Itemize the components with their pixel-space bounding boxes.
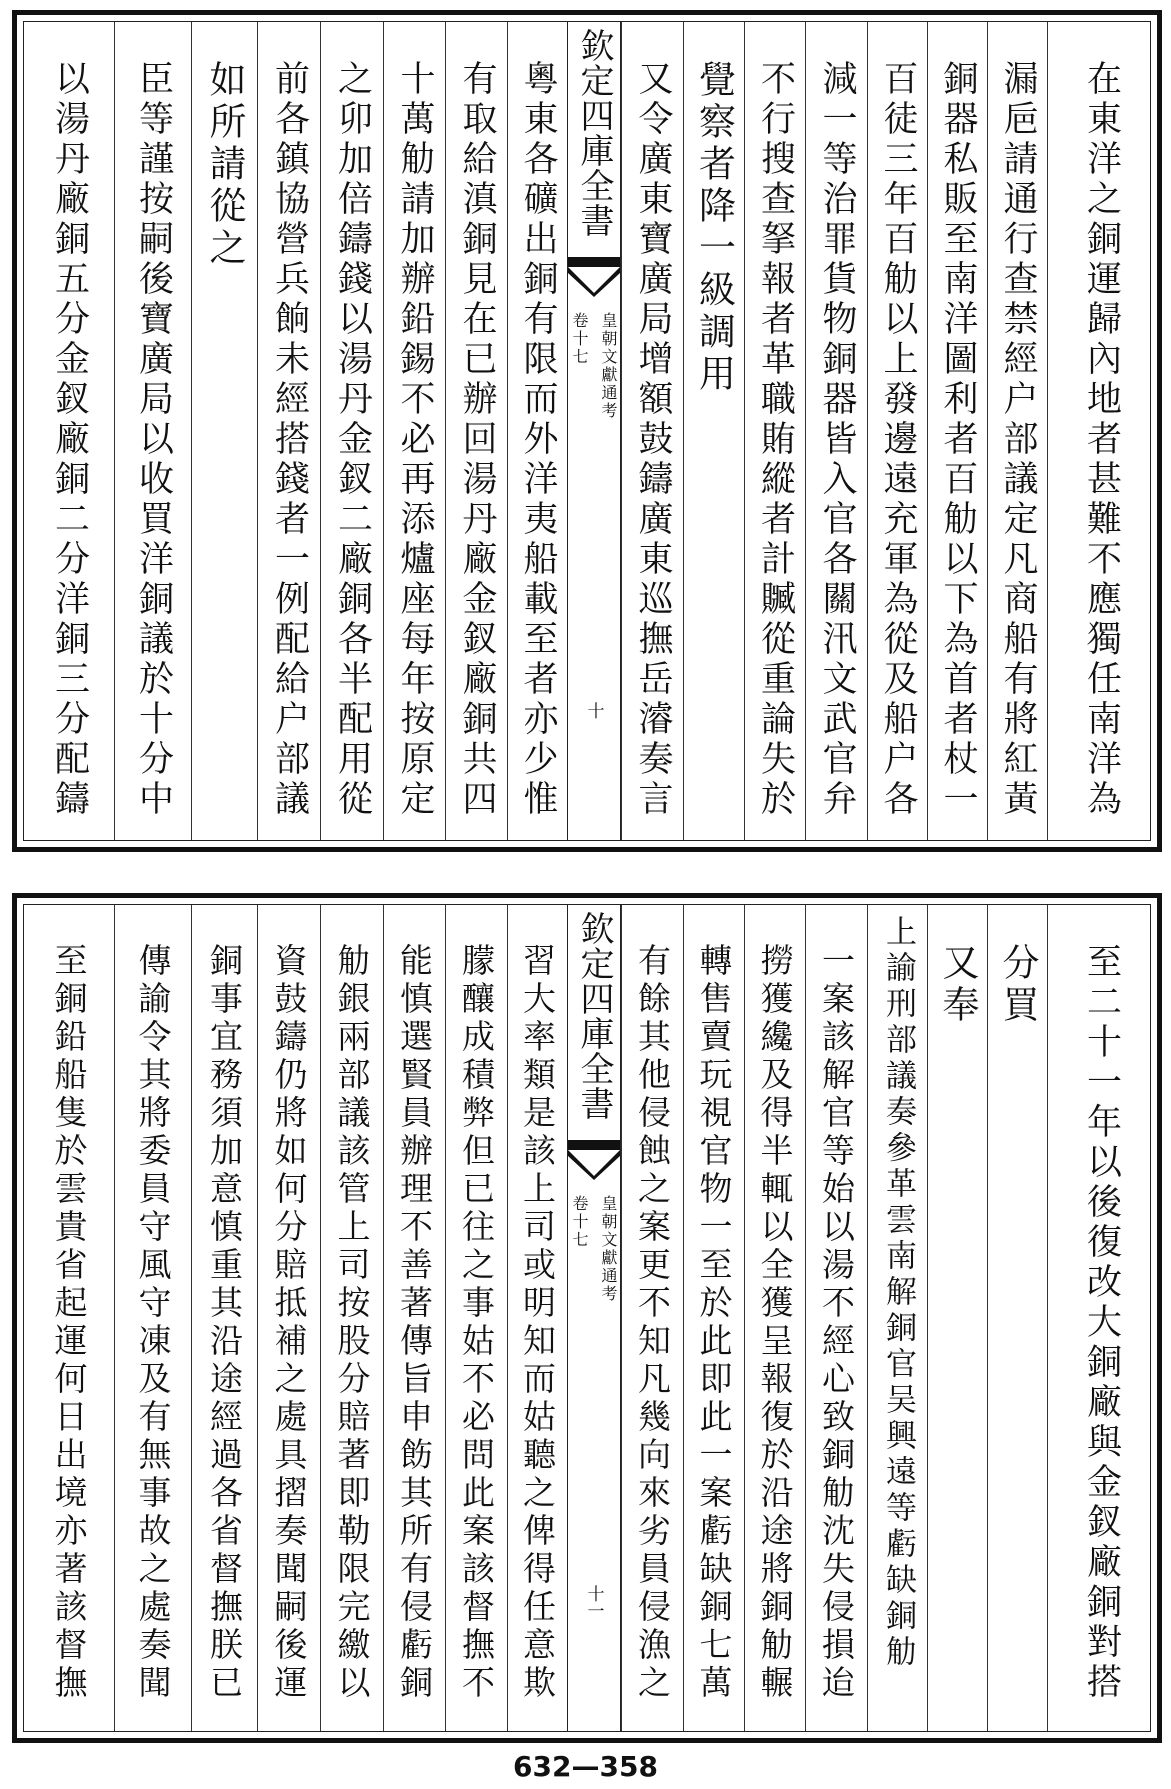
text-column (927, 905, 987, 1731)
column-text: 一案該解官等始以湯不經心致銅觔沈失侵損迨 (817, 943, 856, 1703)
column-text: 銅事宜務須加意慎重其沿途經過各省督撫朕已 (205, 943, 244, 1703)
center-subtitle (568, 312, 620, 420)
column-text: 百徒三年百觔以上發邊遠充軍為從及船户各 (878, 60, 918, 820)
text-column (927, 22, 987, 840)
text-column (683, 22, 744, 840)
text-column (383, 22, 445, 840)
column-text: 銅器私販至南洋圖利者百觔以下為首者杖一 (938, 60, 978, 820)
bottom-page-columns (24, 905, 1150, 1731)
column-text: 十萬觔請加辦鉛錫不必再添爐座每年按原定 (395, 60, 435, 820)
column-text: 之卯加倍鑄錢以湯丹金釵二廠銅各半配用從 (332, 60, 373, 820)
text-column (1047, 905, 1154, 1731)
column-text: 習大率類是該上司或明知而姑聽之俾得任意欺 (518, 943, 557, 1703)
page-number: 632—358 (513, 1750, 658, 1783)
center-strip (567, 905, 621, 1731)
text-column (24, 22, 114, 840)
column-text: 在東洋之銅運歸內地者甚難不應獨任南洋為 (1081, 60, 1122, 820)
text-column (114, 905, 191, 1731)
column-text: 不行搜查拏報者革職賄縱者計贓從重論失於 (755, 60, 796, 820)
text-column (621, 905, 683, 1731)
top-page (12, 10, 1162, 852)
top-page-frame (23, 21, 1151, 841)
volume-label: 卷十七 (570, 1195, 589, 1249)
column-text: 如所請從之 (203, 60, 246, 270)
book-title: 欽定四庫全書 (574, 28, 614, 238)
work-title: 皇朝文獻通考 (599, 1195, 618, 1303)
center-subtitle (568, 1195, 620, 1303)
text-column (191, 905, 257, 1731)
column-text: 至銅鉛船隻於雲貴省起運何日出境亦著該督撫 (49, 943, 89, 1703)
column-text: 上諭刑部議奏參革雲南解銅官吴興遠等虧缺銅觔 (880, 915, 916, 1671)
column-text: 有取給滇銅見在已辦回湯丹廠金釵廠銅共四 (457, 60, 497, 820)
column-text: 轉售賣玩視官物一至於此即此一案虧缺銅七萬 (694, 943, 734, 1703)
center-strip (567, 22, 621, 840)
text-column (191, 22, 257, 840)
text-column (257, 905, 320, 1731)
text-column (683, 905, 744, 1731)
column-text: 又令廣東寶廣局增額鼓鑄廣東巡撫岳濬奏言 (633, 60, 673, 820)
fish-tail-ornament (568, 257, 620, 297)
text-column (320, 22, 383, 840)
text-column (621, 22, 683, 840)
column-text: 朦釀成積弊但已往之事姑不必問此案該督撫不 (457, 943, 496, 1703)
text-column (805, 905, 867, 1731)
column-text: 至二十一年以後復改大銅廠與金釵廠銅對搭 (1081, 943, 1122, 1703)
column-text: 觔銀兩部議該管上司按股分賠著即勒限完繳以 (332, 943, 372, 1703)
text-column (867, 22, 927, 840)
leaf-number: 十一 (583, 1585, 604, 1619)
column-text: 覺察者降一級調用 (692, 60, 736, 396)
text-column (24, 905, 114, 1731)
text-column (805, 22, 867, 840)
text-column (114, 22, 191, 840)
column-text: 撈獲纔及得半輒以全獲呈報復於沿途將銅觔輾 (755, 943, 795, 1703)
column-text: 粵東各礦出銅有限而外洋夷船載至者亦少惟 (518, 60, 558, 820)
book-title: 欽定四庫全書 (574, 911, 614, 1121)
text-column (507, 22, 567, 840)
column-text: 以湯丹廠銅五分金釵廠銅二分洋銅三分配鑄 (49, 60, 90, 820)
volume-label: 卷十七 (570, 312, 589, 366)
text-column (867, 905, 927, 1731)
text-column (744, 905, 805, 1731)
text-column (445, 905, 507, 1731)
bottom-page (12, 893, 1162, 1743)
column-text: 能慎選賢員辦理不善著傳旨申飭其所有侵虧銅 (395, 943, 434, 1703)
text-column (744, 22, 805, 840)
text-column (257, 22, 320, 840)
column-text: 減一等治罪貨物銅器皆入官各關汛文武官弁 (817, 60, 857, 820)
column-text: 傳諭令其將委員守風守凍及有無事故之處奏聞 (133, 943, 173, 1703)
fish-tail-ornament (568, 1140, 620, 1180)
text-column (987, 905, 1047, 1731)
text-column (383, 905, 445, 1731)
column-text: 資鼓鑄仍將如何分賠抵補之處具摺奏聞嗣後運 (269, 943, 309, 1703)
column-text: 又奉 (936, 943, 979, 1027)
text-column (1047, 22, 1154, 840)
leaf-number: 十 (583, 702, 604, 719)
column-text: 漏巵請通行查禁經户部議定凡商船有將紅黃 (998, 60, 1038, 820)
work-title: 皇朝文獻通考 (599, 312, 618, 420)
column-text: 分買 (996, 943, 1039, 1027)
column-text: 臣等謹按嗣後寶廣局以收買洋銅議於十分中 (133, 60, 174, 820)
top-page-columns (24, 22, 1150, 840)
column-text: 前各鎮協營兵餉未經搭錢者一例配給户部議 (269, 60, 310, 820)
text-column (987, 22, 1047, 840)
text-column (445, 22, 507, 840)
column-text: 有餘其他侵蝕之案更不知凡幾向來劣員侵漁之 (633, 943, 672, 1703)
bottom-page-frame (23, 904, 1151, 1732)
text-column (320, 905, 383, 1731)
text-column (507, 905, 567, 1731)
